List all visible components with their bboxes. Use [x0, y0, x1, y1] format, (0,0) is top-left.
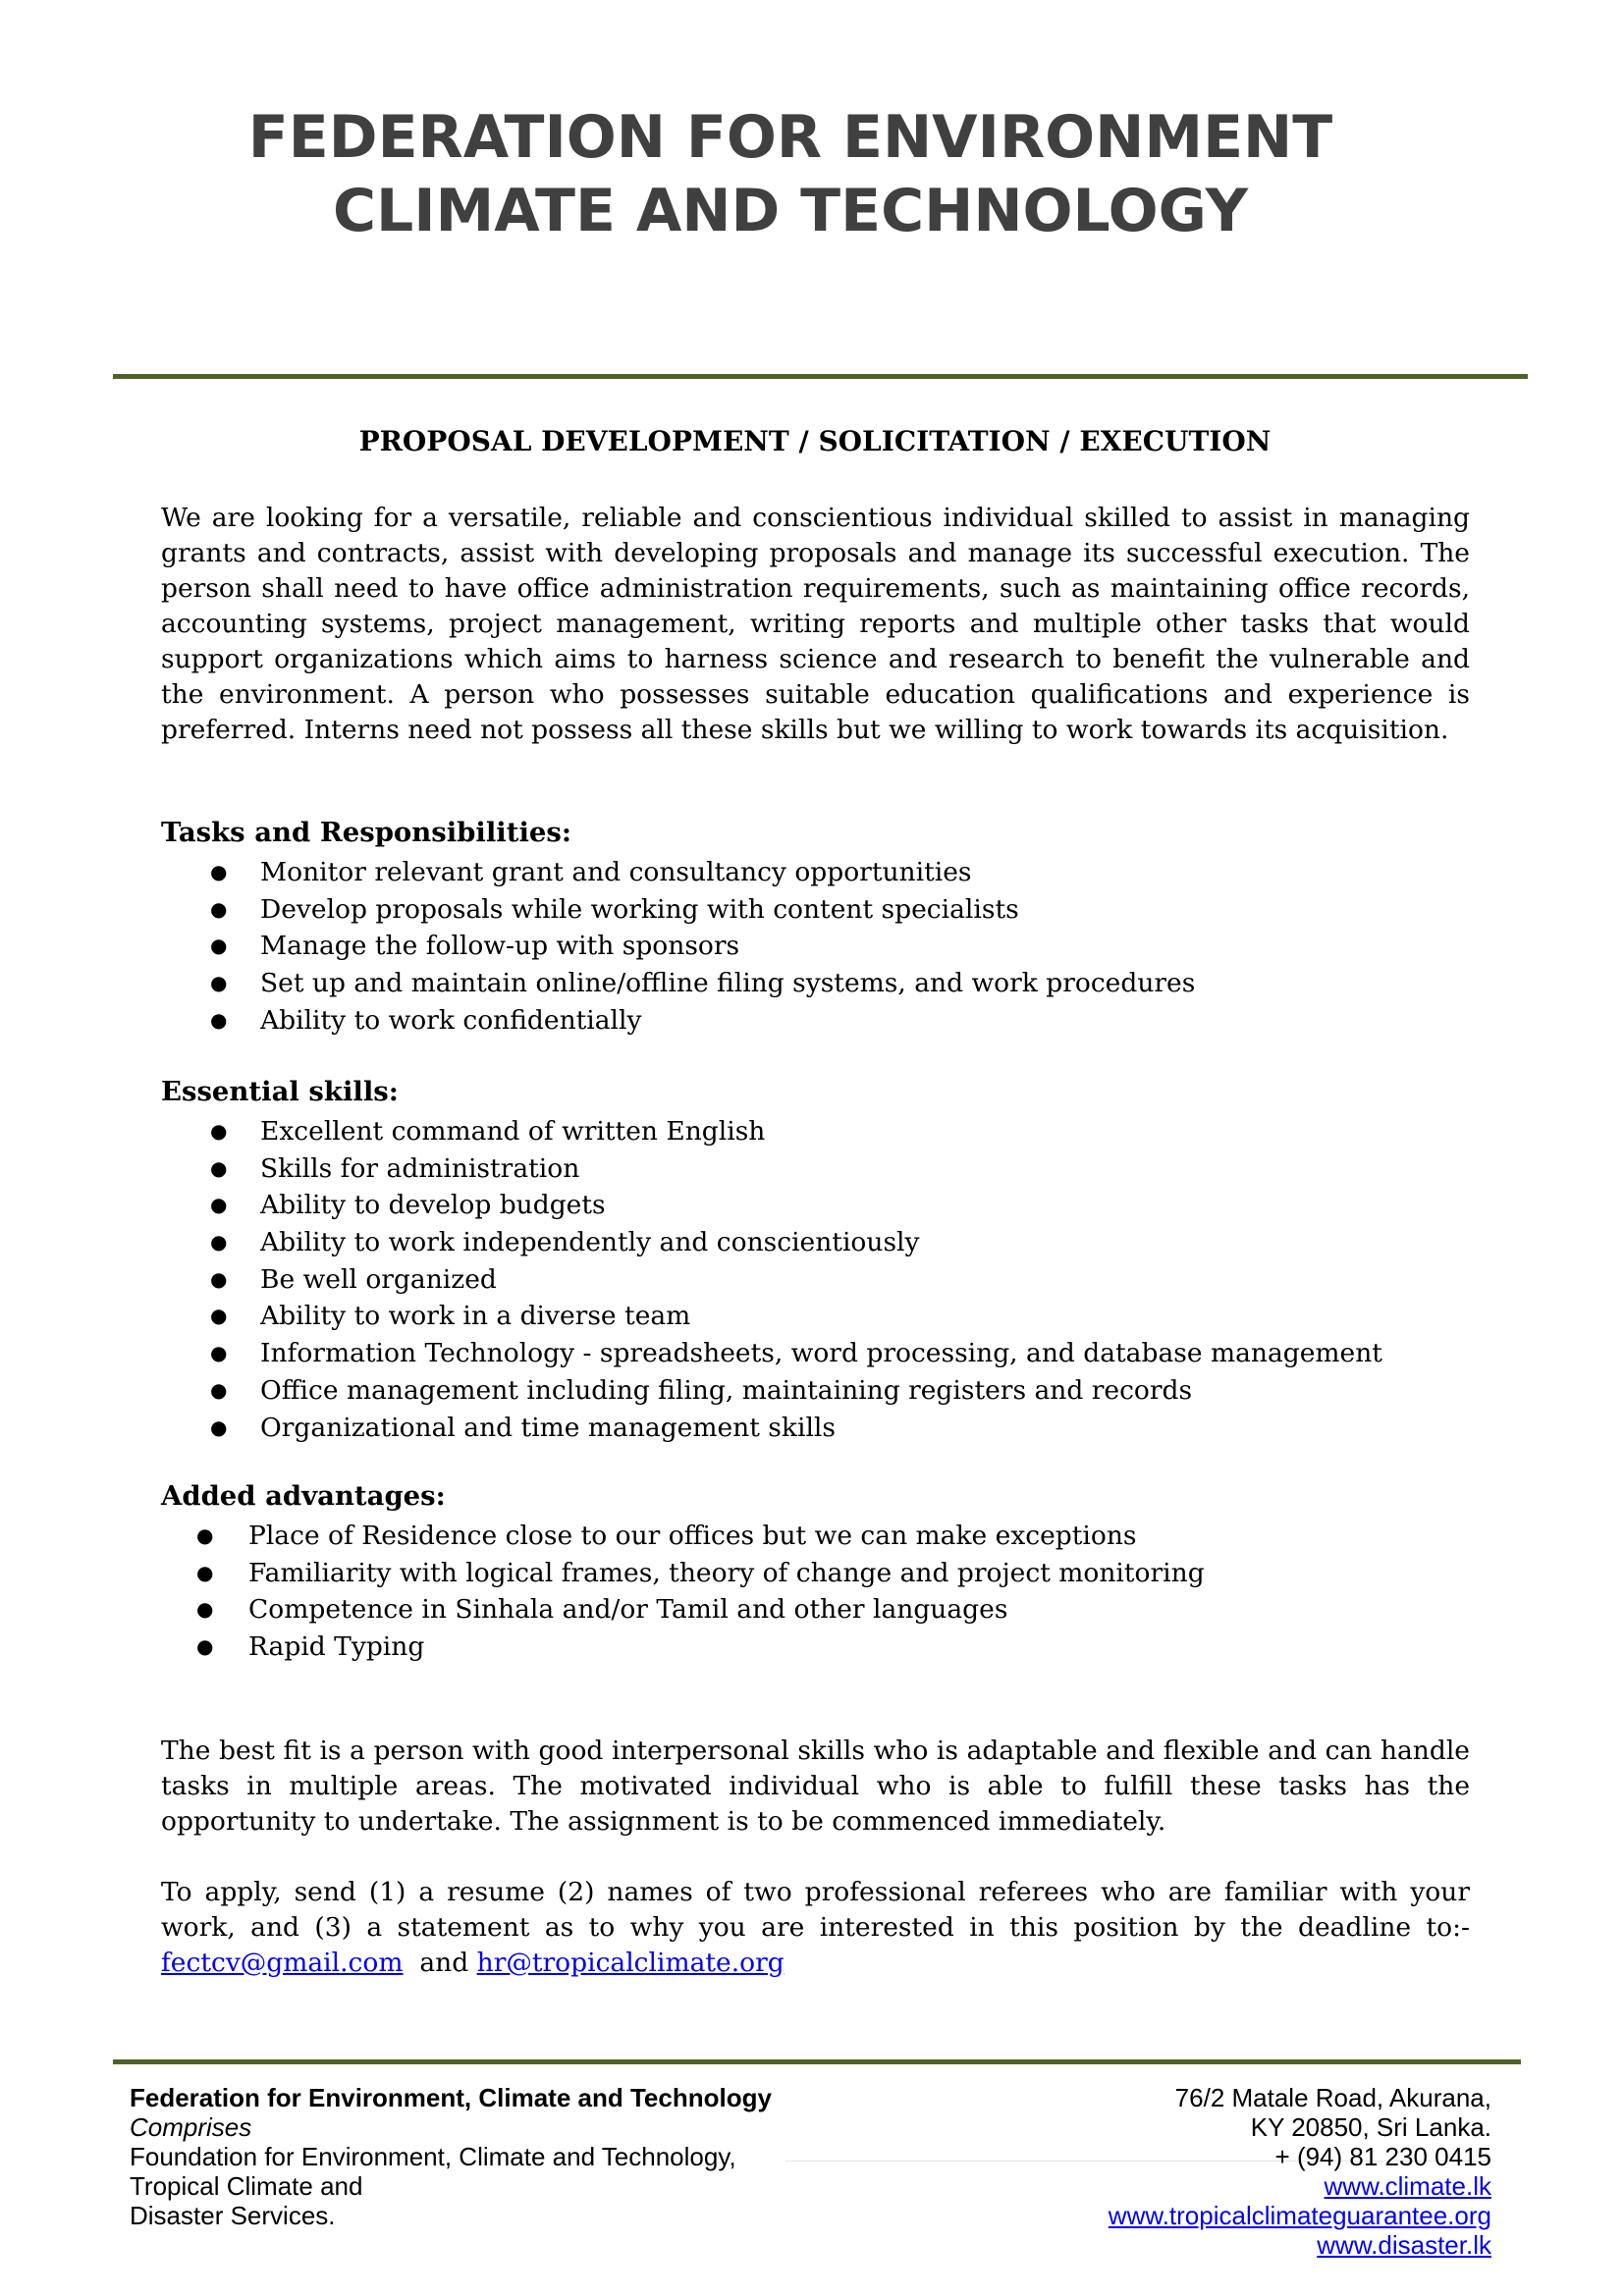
bullet-icon: ● — [210, 860, 228, 883]
footer-divider — [113, 2059, 1521, 2064]
footer-member-2: Tropical Climate and — [130, 2171, 363, 2201]
website-link-climate[interactable]: www.climate.lk — [1324, 2171, 1491, 2201]
bullet-icon: ● — [210, 1007, 228, 1032]
bullet-icon: ● — [210, 1415, 228, 1439]
apply-paragraph — [161, 1875, 1470, 1981]
footer-org-name: Federation for Environment, Climate and Technology — [130, 2083, 772, 2112]
bullet-icon: ● — [196, 1597, 214, 1622]
email-link-hr[interactable]: hr@tropicalclimate.org — [476, 1948, 785, 1978]
bullet-icon: ● — [210, 1266, 228, 1291]
apply-joiner: and — [419, 1948, 469, 1978]
skills-heading: Essential skills: — [161, 1076, 399, 1107]
bullet-icon: ● — [210, 896, 228, 921]
bullet-icon: ● — [210, 1304, 228, 1328]
bullet-icon: ● — [210, 934, 228, 958]
bullet-icon: ● — [210, 1155, 228, 1180]
tasks-heading: Tasks and Responsibilities: — [161, 817, 572, 848]
bullet-icon: ● — [210, 1230, 228, 1255]
website-link-tropicalclimateguarantee[interactable]: www.tropicalclimateguarantee.org — [1108, 2201, 1491, 2230]
footer-organization-block — [130, 2083, 772, 2230]
bullet-icon: ● — [196, 1560, 214, 1584]
footer-address-line-1: 76/2 Matale Road, Akurana, — [1174, 2083, 1491, 2112]
title-line-2: CLIMATE AND TECHNOLOGY — [332, 177, 1249, 245]
document-page: FEDERATION FOR ENVIRONMENT CLIMATE AND TECHNOLOGY PROPOSAL DEVELOPMENT / SOLICITATION / EXECUTION We are looking for a versatile, reliable and conscientious individual skilled to assist in managing grants and contracts, assist with developing proposals and manage its successful execution. The person shall need to have office administration requirements, such as maintaining office records, accounting systems, project management, writing reports and multiple other tasks that would support organizations which aims to harness science and research to benefit the vulnerable and the environment. A person who possesses suitable education qualifications and experience is preferred. Interns need not possess all these skills but we willing to work towards its acquisition. Tasks and Responsibilities: ● Monitor relevant grant and consultancy opportunities ● Develop proposals while working with content specialists ● Manage the follow-up with sponsors ● Set up and maintain online/offline filing systems, and work procedures ● Ability to work confidentially Essential skills: ● Excellent command of written English ● Skills for administration ● Ability to develop budgets ● Ability to work independently and conscientiously ● Be well organized ● Ability to work in a diverse team ● Information Technology - spreadsheets, word processing, and database management ● Office management including filing, maintaining registers and records ● Organizational and time management skills Added advantages: ● Place of Residence close to our offices but we can make exceptions ● Familiarity with logical frames, theory of change and project monitoring ● Competence in Sinhala and/or Tamil and other languages ● Rapid Typing The best fit is a person with good interpersonal skills who is adaptable and flexible and can handle tasks in multiple areas. The motivated individual who is able to fulfill these tasks has the opportunity to undertake. The assignment is to be commenced immediately. To apply, send (1) a resume (2) names of two professional referees who are familiar with your work, and (3) a statement as to why you are interested in this position by the deadline to:- fectcv@gmail.com and hr@tropicalclimate.org Federation for Environment, Climate and Technology Comprises Foundation for Environment, Climate and Technology, Tropical Climate and Disaster Services. 76/2 Matale Road, Akurana, KY 20850, Sri Lanka. + (94) 81 230 0415 www.climate.lk www.tropicalclimateguarantee.org www.disaster.lk — [0, 0, 1624, 2296]
bullet-icon: ● — [196, 1634, 214, 1659]
bullet-icon: ● — [196, 1523, 214, 1547]
email-link-fectcv[interactable]: fectcv@gmail.com — [161, 1948, 404, 1978]
footer-contact-block — [1109, 2083, 1491, 2260]
footer-member-1: Foundation for Environment, Climate and Technology, — [130, 2142, 736, 2171]
bullet-icon: ● — [210, 1341, 228, 1365]
title-line-1: FEDERATION FOR ENVIRONMENT — [247, 103, 1333, 172]
bullet-icon: ● — [210, 1119, 228, 1143]
footer-comprises: Comprises — [130, 2112, 252, 2142]
footer-member-3: Disaster Services. — [130, 2201, 336, 2230]
intro-paragraph: We are looking for a versatile, reliable and conscientious individual skilled to assist in managing grants and contracts, assist with developing proposals and manage its successful execution. The person shall need to have office administration requirements, such as maintaining office records, accounting systems, project management, writing reports and multiple other tasks that would support organizations which aims to harness science and research to benefit the vulnerable and the environment. A person who possesses suitable education qualifications and experience is preferred. Interns need not possess all these skills but we willing to work towards its acquisition. — [161, 503, 1470, 745]
header-divider — [113, 374, 1528, 379]
organization-title — [0, 101, 1581, 248]
position-heading: PROPOSAL DEVELOPMENT / SOLICITATION / EXECUTION — [358, 425, 1272, 457]
bullet-icon: ● — [210, 971, 228, 995]
footer-address-line-2: KY 20850, Sri Lanka. — [1250, 2112, 1491, 2142]
bullet-icon: ● — [210, 1377, 228, 1402]
footer-phone: + (94) 81 230 0415 — [1274, 2142, 1491, 2171]
bullet-icon: ● — [210, 1193, 228, 1217]
advantages-heading: Added advantages: — [161, 1480, 446, 1512]
apply-text: To apply, send (1) a resume (2) names of two professional referees who are familiar with your work, and (3) a statement as to why you are interested in this position by the deadline to:- — [161, 1877, 1470, 1943]
website-link-disaster[interactable]: www.disaster.lk — [1317, 2230, 1491, 2260]
best-fit-paragraph: The best fit is a person with good interpersonal skills who is adaptable and flexible and can handle tasks in multiple areas. The motivated individual who is able to fulfill these tasks has the opportunity to undertake. The assignment is to be commenced immediately. — [161, 1735, 1470, 1837]
